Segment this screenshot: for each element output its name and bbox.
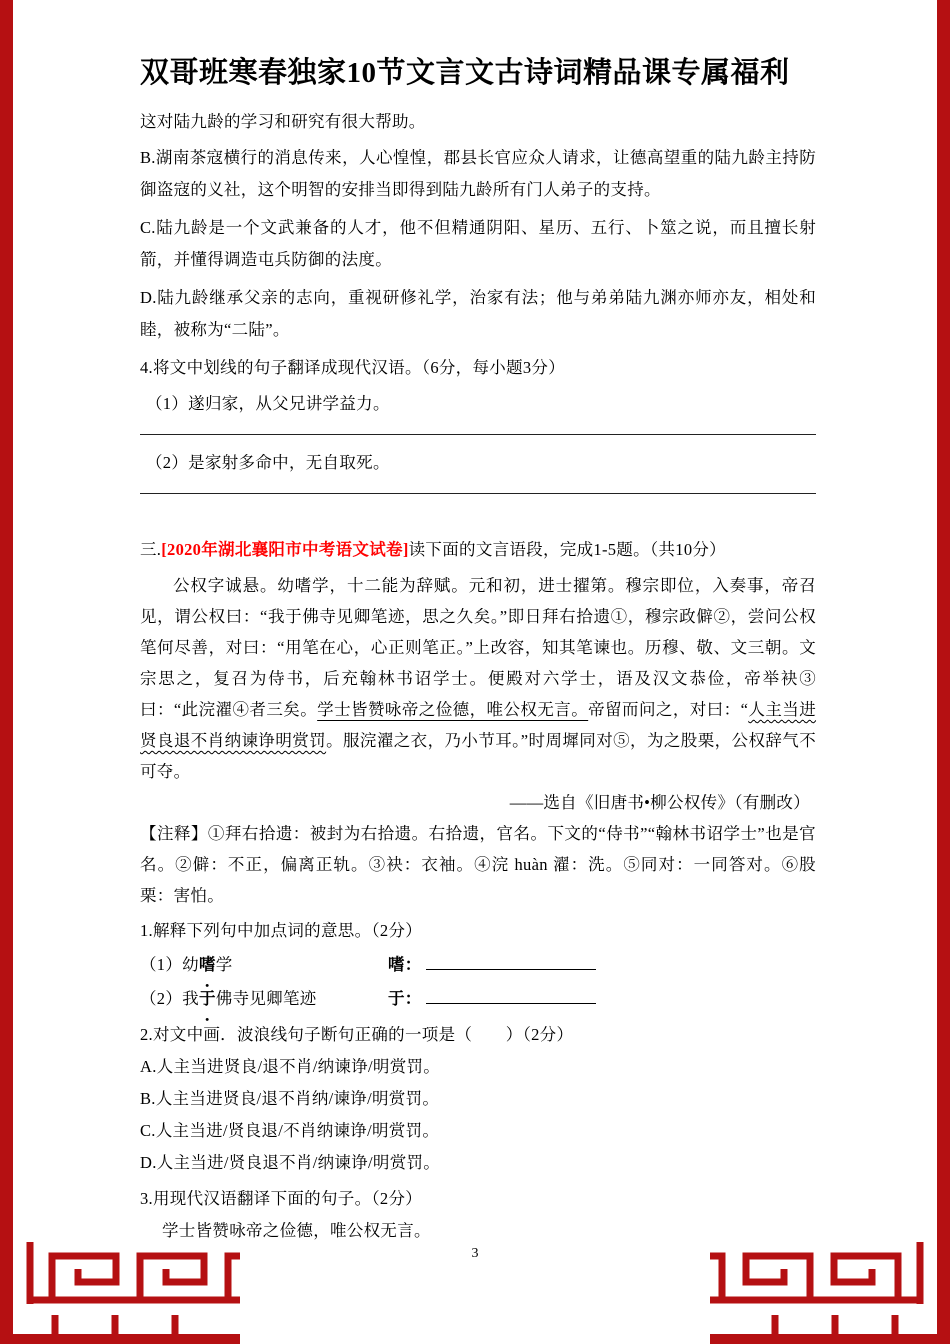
q1-item-1-dotted-word: 嗜 (198, 955, 216, 974)
q1-item-2-answer-blank (426, 989, 596, 1004)
right-red-border (937, 0, 950, 1344)
q1-item-1-phrase (140, 949, 388, 981)
corner-ornament-right (710, 1242, 950, 1344)
question-4-item-2: （2）是家射多命中，无自取死。 (146, 453, 390, 472)
q1-item-1-answer-blank (426, 955, 596, 970)
q1-item-1-post: 学 (215, 955, 233, 974)
q2-option-d: D.人主当进/贤良退不肖/纳谏诤/明赏罚。 (140, 1153, 441, 1172)
corner-ornament-left (0, 1242, 240, 1344)
passage-segment: 。服浣濯之衣，乃小节耳。”时周墀同对⑤，为之股栗，公权辞气不可夺。 (140, 731, 816, 781)
q1-item-1-pre: （1）幼 (140, 955, 199, 974)
passage-wavy-sentence: 人主当进贤良退不肖纳谏诤明赏罚 (140, 700, 817, 750)
passage-attribution: ——选自《旧唐书•柳公权传》（有删改） (509, 793, 810, 812)
passage-notes: 【注释】①拜右拾遗：被封为右拾遗。右拾遗，官名。下文的“侍书”“翰林书诏学士”也是官名。②僻：不正，偏离正轨。③袂：衣袖。④浣 huàn 濯：洗。⑤同对：一同答对。⑥股栗：害怕。 (140, 824, 816, 905)
answer-line (140, 434, 816, 435)
question-1-item-2 (140, 983, 816, 1015)
passage-segment: 帝留而问之，对曰：“ (588, 700, 749, 719)
page-number: 3 (471, 1246, 479, 1261)
q2-option-a: A.人主当进贤良/退不肖/纳谏诤/明赏罚。 (140, 1057, 441, 1076)
option-b-paragraph: B.湖南茶寇横行的消息传来，人心惶惶，郡县长官应众人请求，让德高望重的陆九龄主持防御盗寇的义社，这个明智的安排当即得到陆九龄所有门人弟子的支持。 (140, 148, 816, 199)
option-d-paragraph: D.陆九龄继承父亲的志向，重视研修礼学，治家有法；他与弟弟陆九渊亦师亦友，相处和睦，被称为“二陆”。 (140, 288, 816, 339)
answer-line (140, 493, 816, 494)
q2-option-b: B.人主当进贤良/退不肖纳/谏诤/明赏罚。 (140, 1089, 440, 1108)
question-1-item-1 (140, 949, 816, 981)
left-red-border (0, 0, 13, 1344)
q1-item-2-key: 于： (388, 989, 422, 1008)
question-4-item-1: （1）遂归家，从父兄讲学益力。 (146, 394, 390, 413)
question-2-label: 2.对文中画．波浪线句子断句正确的一项是（ ）（2分） (140, 1025, 574, 1044)
heading-exam-source: [2020年湖北襄阳市中考语文试卷] (161, 540, 409, 559)
q1-item-2-post: 佛寺见卿笔迹 (215, 989, 317, 1008)
heading-instruction: 读下面的文言语段，完成1-5题。（共10分） (408, 540, 726, 559)
question-3-label: 3.用现代汉语翻译下面的句子。（2分） (140, 1189, 423, 1208)
question-1-label: 1.解释下列句中加点词的意思。（2分） (140, 921, 423, 940)
question-3-sentence: 学士皆赞咏帝之俭德，唯公权无言。 (162, 1221, 431, 1240)
q2-option-c: C.人主当进/贤良退/不肖纳谏诤/明赏罚。 (140, 1121, 440, 1140)
passage-segment: 公权字诚悬。幼嗜学，十二能为辞赋。元和初，进士擢第。穆宗即位，入奏事，帝召见，谓公权曰：“我于佛寺见卿笔迹，思之久矣。”即日拜右拾遗①，穆宗政僻②，尝问公权笔何尽善，对曰：“用笔在心，心正则笔正。”上改容，知其笔谏也。历穆、敬、文三朝。文宗思之，复召为侍书，后充翰林书诏学士。便殿对六学士，语及汉文恭俭，帝举袂③曰：“此浣濯④者三矣。 (140, 576, 816, 719)
q1-item-2-pre: （2）我 (140, 989, 199, 1008)
q1-item-2-phrase (140, 983, 388, 1015)
classical-passage (140, 570, 816, 787)
section-three-heading (140, 534, 816, 566)
heading-number: 三. (140, 540, 162, 559)
paragraph-intro-tail: 这对陆九龄的学习和研究有很大帮助。 (140, 112, 426, 131)
q1-item-1-key: 嗜： (388, 955, 422, 974)
q1-item-2-dotted-word: 于 (198, 989, 216, 1008)
page-content (140, 0, 816, 1247)
option-c-paragraph: C.陆九龄是一个文武兼备的人才，他不但精通阴阳、星历、五行、卜筮之说，而且擅长射箭，并懂得调造屯兵防御的法度。 (140, 218, 816, 269)
page-title: 双哥班寒春独家10节文言文古诗词精品课专属福利 (140, 57, 790, 89)
question-4-label: 4.将文中划线的句子翻译成现代汉语。（6分，每小题3分） (140, 358, 566, 377)
passage-underlined-sentence: 学士皆赞咏帝之俭德，唯公权无言。 (317, 700, 589, 719)
